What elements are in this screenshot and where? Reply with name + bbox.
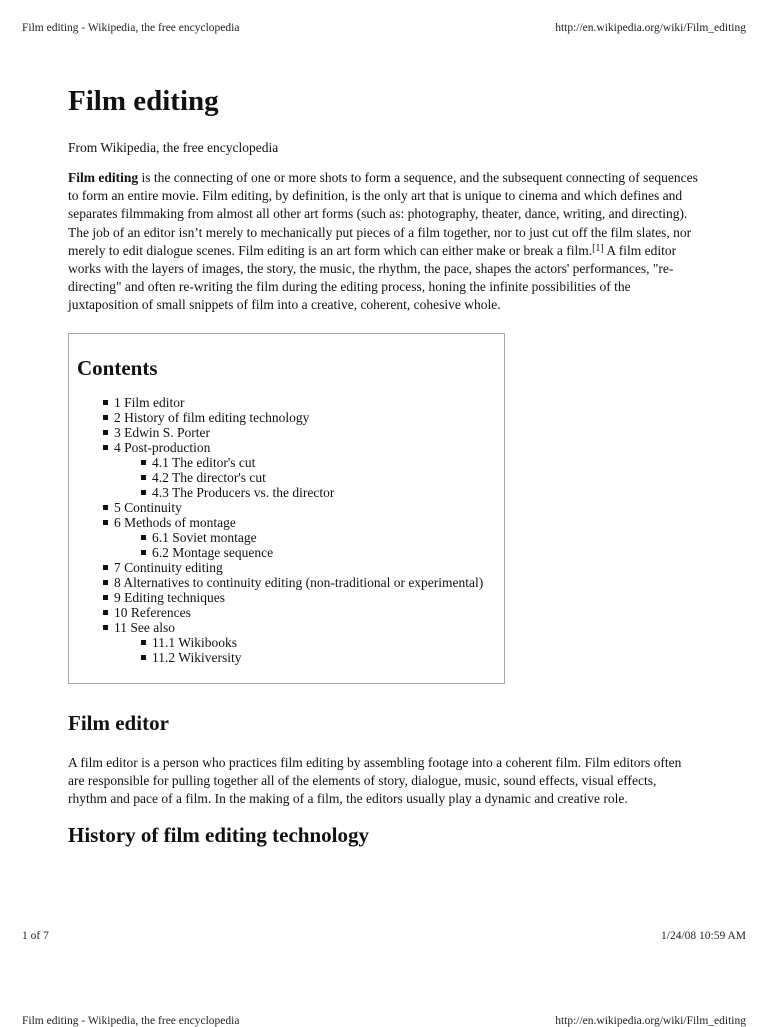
print-header-url: http://en.wikipedia.org/wiki/Film_editing (555, 22, 746, 34)
lead-text-part2: A film editor works with the layers of images, the story, the music, the rhythm, the pace, shapes the actors' performances, "re-directing" and often re-writing the film during the editing process, honing the infinite possibilities of the juxtaposition of small snippets of film into a creative, coherent, cohesive whole. (68, 242, 677, 313)
toc-subitem[interactable]: 6.1 Soviet montage (141, 530, 496, 545)
article-content (68, 84, 698, 866)
toc-item[interactable]: 7 Continuity editing (103, 560, 496, 575)
print-header-title: Film editing - Wikipedia, the free encyclopedia (22, 22, 240, 34)
toc-item[interactable]: 8 Alternatives to continuity editing (non-traditional or experimental) (103, 575, 496, 590)
lead-bold-term: Film editing (68, 170, 139, 185)
table-of-contents (68, 333, 505, 684)
toc-subitem[interactable]: 6.2 Montage sequence (141, 545, 496, 560)
print-header (22, 22, 746, 34)
toc-item[interactable]: 1 Film editor (103, 395, 496, 410)
toc-subitem[interactable]: 4.1 The editor's cut (141, 455, 496, 470)
toc-item[interactable] (103, 440, 496, 500)
lead-paragraph (68, 169, 698, 315)
toc-subitem[interactable]: 4.3 The Producers vs. the director (141, 485, 496, 500)
section-heading-history: History of film editing technology (68, 823, 369, 848)
toc-sublist (114, 635, 496, 665)
toc-item[interactable]: 2 History of film editing technology (103, 410, 496, 425)
toc-item[interactable]: 10 References (103, 605, 496, 620)
citation-link[interactable]: [1] (592, 242, 604, 254)
toc-item[interactable]: 5 Continuity (103, 500, 496, 515)
print-datetime: 1/24/08 10:59 AM (661, 930, 746, 942)
toc-list (77, 395, 496, 665)
next-page-header (22, 1015, 746, 1027)
toc-item[interactable] (103, 515, 496, 560)
toc-item-label[interactable]: 4 Post-production (114, 439, 211, 455)
lead-text-part1: is the connecting of one or more shots to form a sequence, and the subsequent connecting of sequences to form an entire movie. Film editing, by definition, is the only art that is unique to cinema and which defines and separates filmmaking from almost all other art forms (such as: photography, theater, dance, writing, and directing). The job of an editor isn’t merely to mechanically put pieces of a film together, nor to just cut off the film slates, nor merely to edit dialogue scenes. Film editing is an art form which can either make or break a film. (68, 170, 698, 258)
film-editor-paragraph: A film editor is a person who practices film editing by assembling footage into a coherent film. Film editors often are responsible for pulling together all of the elements of story, dialogue, music, sound effects, visual effects, rhythm and pace of a film. In the making of a film, the editors usually play a dynamic and creative role. (68, 754, 682, 807)
page-title: Film editing (68, 85, 219, 117)
toc-subitem[interactable]: 4.2 The director's cut (141, 470, 496, 485)
section-heading-film-editor: Film editor (68, 710, 169, 735)
next-page-header-title: Film editing - Wikipedia, the free encyclopedia (22, 1015, 240, 1027)
toc-title: Contents (77, 355, 158, 380)
print-footer (22, 930, 746, 942)
toc-subitem[interactable]: 11.2 Wikiversity (141, 650, 496, 665)
page-number: 1 of 7 (22, 930, 49, 942)
toc-item-label[interactable]: 11 See also (114, 619, 175, 635)
toc-item[interactable]: 9 Editing techniques (103, 590, 496, 605)
toc-item[interactable]: 3 Edwin S. Porter (103, 425, 496, 440)
toc-sublist (114, 530, 496, 560)
lead-section (68, 169, 698, 315)
site-subtitle: From Wikipedia, the free encyclopedia (68, 140, 279, 155)
toc-sublist (114, 455, 496, 500)
toc-subitem[interactable]: 11.1 Wikibooks (141, 635, 496, 650)
toc-item[interactable] (103, 620, 496, 665)
toc-item-label[interactable]: 6 Methods of montage (114, 514, 236, 530)
next-page-header-url: http://en.wikipedia.org/wiki/Film_editing (555, 1015, 746, 1027)
